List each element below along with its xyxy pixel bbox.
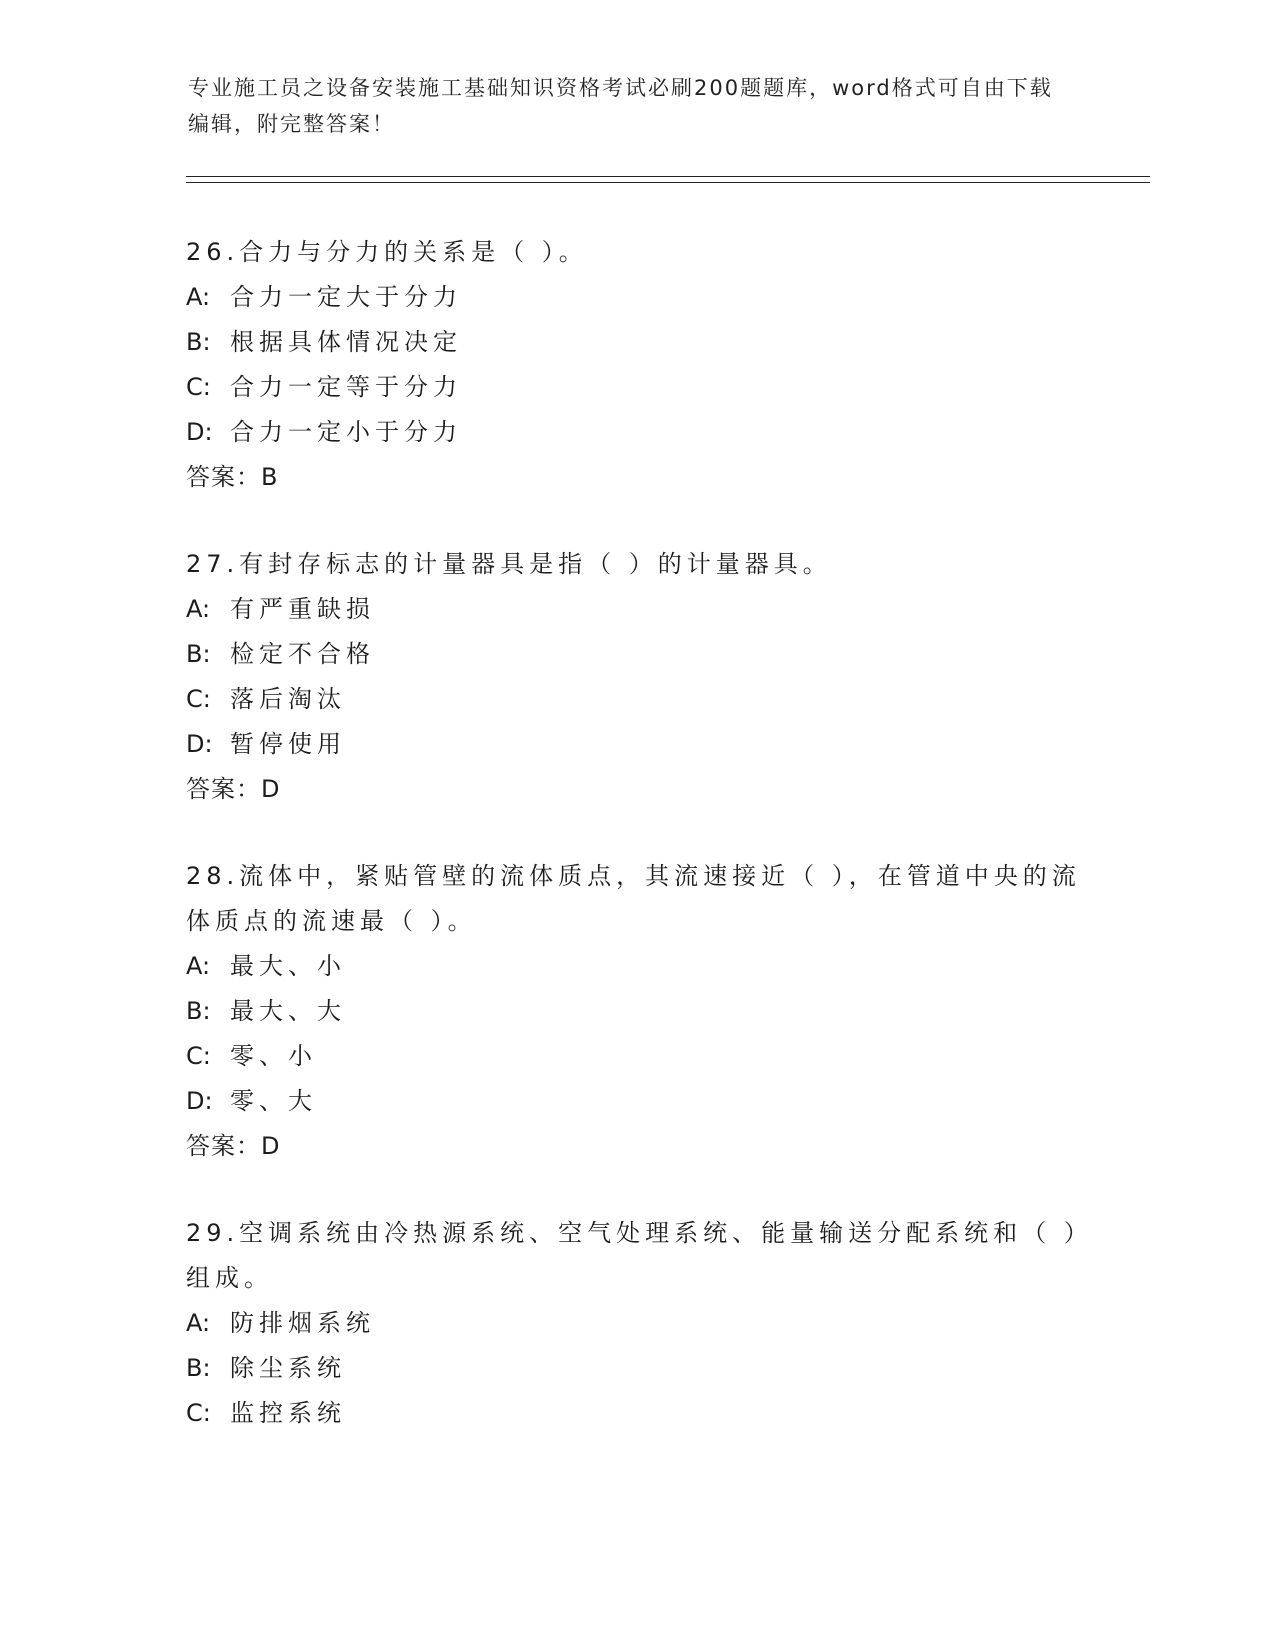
question-stem: 26.合力与分力的关系是（ ）。 <box>186 238 588 266</box>
option-text: 有严重缺损 <box>230 595 375 623</box>
option-letter: A: <box>186 1309 211 1337</box>
question-stem: 29.空调系统由冷热源系统、空气处理系统、能量输送分配系统和（ ）组成。 <box>186 1219 1081 1292</box>
option-letter: B: <box>186 328 211 356</box>
option-d <box>186 722 1086 767</box>
option-b <box>186 989 1086 1034</box>
option-letter: C: <box>186 373 211 401</box>
option-text: 防排烟系统 <box>230 1309 375 1337</box>
option-letter: A: <box>186 952 211 980</box>
option-text: 根据具体情况决定 <box>230 328 462 356</box>
option-text: 除尘系统 <box>230 1354 346 1382</box>
question-stem: 27.有封存标志的计量器具是指（ ）的计量器具。 <box>186 550 832 578</box>
answer-line: 答案：D <box>186 1132 281 1160</box>
option-a <box>186 587 1086 632</box>
option-text: 暂停使用 <box>230 730 346 758</box>
option-text: 监控系统 <box>230 1399 346 1427</box>
question-27 <box>186 542 1086 812</box>
option-text: 最大、小 <box>230 952 346 980</box>
option-b <box>186 632 1086 677</box>
option-letter: D: <box>186 730 213 758</box>
option-letter: D: <box>186 1087 213 1115</box>
option-letter: B: <box>186 1354 211 1382</box>
document-header <box>188 70 1068 142</box>
option-text: 合力一定等于分力 <box>230 373 462 401</box>
option-text: 合力一定小于分力 <box>230 418 462 446</box>
option-text: 落后淘汰 <box>230 685 346 713</box>
option-b <box>186 1346 1086 1391</box>
option-letter: C: <box>186 1399 211 1427</box>
answer-line: 答案：B <box>186 463 279 491</box>
question-stem: 28.流体中，紧贴管壁的流体质点，其流速接近（ ），在管道中央的流体质点的流速最（ ）。 <box>186 862 1081 935</box>
option-letter: A: <box>186 283 211 311</box>
header-double-rule <box>186 176 1150 183</box>
option-d <box>186 410 1086 455</box>
option-c <box>186 1034 1086 1079</box>
option-text: 最大、大 <box>230 997 346 1025</box>
option-a <box>186 944 1086 989</box>
option-c <box>186 365 1086 410</box>
option-a <box>186 275 1086 320</box>
option-b <box>186 320 1086 365</box>
option-text: 合力一定大于分力 <box>230 283 462 311</box>
option-c <box>186 1391 1086 1436</box>
option-text: 检定不合格 <box>230 640 375 668</box>
header-title: 专业施工员之设备安装施工基础知识资格考试必刷200题题库，word格式可自由下载编辑，附完整答案！ <box>188 76 1053 136</box>
question-29 <box>186 1211 1086 1436</box>
option-text: 零、小 <box>230 1042 317 1070</box>
option-letter: B: <box>186 640 211 668</box>
option-letter: B: <box>186 997 211 1025</box>
option-letter: D: <box>186 418 213 446</box>
option-text: 零、大 <box>230 1087 317 1115</box>
option-c <box>186 677 1086 722</box>
option-a <box>186 1301 1086 1346</box>
question-26 <box>186 230 1086 500</box>
option-d <box>186 1079 1086 1124</box>
question-28 <box>186 854 1086 1169</box>
answer-line: 答案：D <box>186 775 281 803</box>
question-list <box>186 230 1086 1478</box>
option-letter: C: <box>186 685 211 713</box>
option-letter: A: <box>186 595 211 623</box>
option-letter: C: <box>186 1042 211 1070</box>
